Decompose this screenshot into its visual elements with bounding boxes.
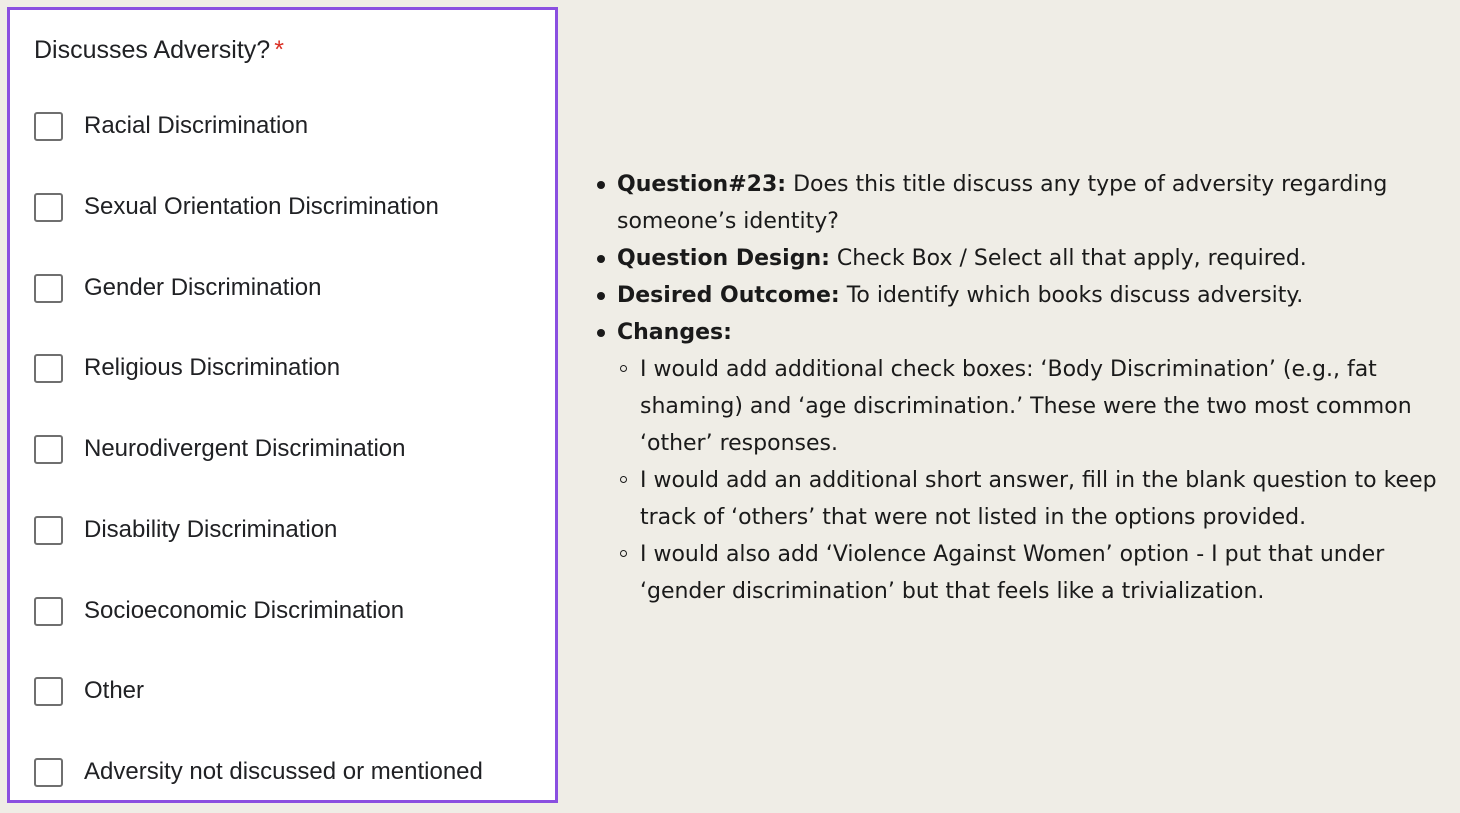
option-socioeconomic-discrimination[interactable]	[34, 594, 404, 628]
option-label: Adversity not discussed or mentioned	[84, 758, 483, 785]
option-adversity-not-discussed[interactable]	[34, 755, 483, 789]
question-title	[34, 36, 284, 65]
note-text: Does this title discuss any type of adversity regarding someone’s identity?	[617, 172, 1388, 234]
checkbox[interactable]	[34, 354, 63, 383]
changes-list	[617, 351, 1456, 610]
checkbox[interactable]	[34, 435, 63, 464]
change-item: I would also add ‘Violence Against Women’ option - I put that under ‘gender discrimination’ but that feels like a trivialization.	[617, 536, 1456, 610]
note-label: Question Design:	[617, 246, 830, 271]
checkbox[interactable]	[34, 274, 63, 303]
checkbox[interactable]	[34, 677, 63, 706]
option-label: Socioeconomic Discrimination	[84, 597, 405, 624]
option-racial-discrimination[interactable]	[34, 109, 308, 143]
option-religious-discrimination[interactable]	[34, 351, 340, 385]
checkbox[interactable]	[34, 193, 63, 222]
option-gender-discrimination[interactable]	[34, 271, 321, 305]
option-label: Neurodivergent Discrimination	[84, 435, 406, 462]
option-label: Other	[84, 677, 145, 704]
option-sexual-orientation-discrimination[interactable]	[34, 190, 439, 224]
note-label: Desired Outcome:	[617, 283, 840, 308]
option-label: Religious Discrimination	[84, 354, 341, 381]
option-other[interactable]	[34, 674, 144, 708]
notes-list	[594, 166, 1456, 610]
note-label: Changes:	[617, 320, 732, 345]
note-desired-outcome	[594, 277, 1456, 314]
change-item: I would add additional check boxes: ‘Body Discrimination’ (e.g., fat shaming) and ‘age discrimination.’ These were the two most common ‘other’ responses.	[617, 351, 1456, 462]
checkbox[interactable]	[34, 597, 63, 626]
option-label: Gender Discrimination	[84, 274, 322, 301]
question-card	[7, 7, 558, 803]
checkbox[interactable]	[34, 758, 63, 787]
required-marker: *	[274, 36, 284, 64]
note-question-number	[594, 166, 1456, 240]
checkbox[interactable]	[34, 516, 63, 545]
option-label: Sexual Orientation Discrimination	[84, 193, 439, 220]
option-neurodivergent-discrimination[interactable]	[34, 432, 405, 466]
option-label: Racial Discrimination	[84, 112, 309, 139]
note-label: Question#23:	[617, 172, 787, 197]
option-label: Disability Discrimination	[84, 516, 338, 543]
note-text: To identify which books discuss adversity.	[846, 283, 1304, 308]
note-text: Check Box / Select all that apply, required.	[836, 246, 1307, 271]
option-disability-discrimination[interactable]	[34, 513, 337, 547]
question-title-text: Discusses Adversity?	[34, 36, 271, 64]
note-question-design	[594, 240, 1456, 277]
note-changes	[594, 314, 1456, 610]
notes-panel	[594, 166, 1456, 610]
change-item: I would add an additional short answer, fill in the blank question to keep track of ‘others’ that were not listed in the options provided.	[617, 462, 1456, 536]
checkbox[interactable]	[34, 112, 63, 141]
